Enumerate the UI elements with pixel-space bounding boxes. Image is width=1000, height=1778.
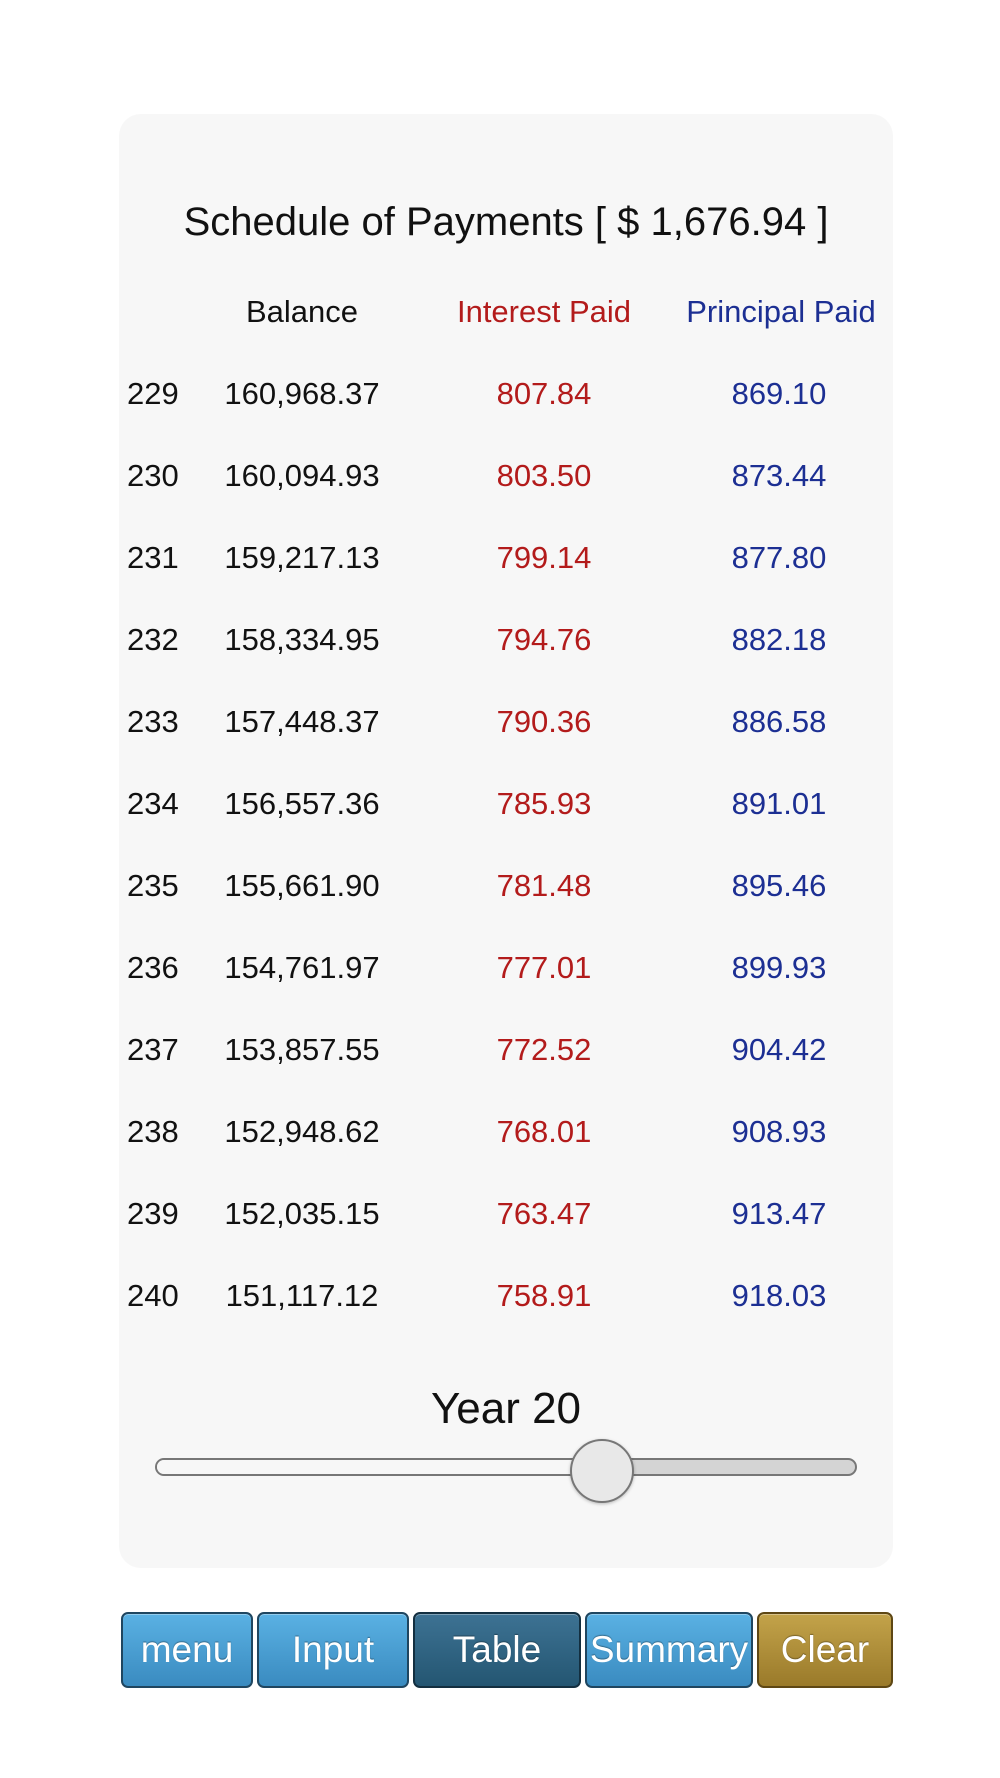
principal-cell: 918.03 [731,1278,827,1313]
year-slider-fill [157,1460,606,1474]
interest-cell: 785.93 [496,786,592,821]
principal-cell: 913.47 [731,1196,827,1231]
balance-cell: 156,557.36 [224,786,380,821]
table-row [119,376,893,458]
month-cell: 231 [127,540,179,575]
balance-cell: 158,334.95 [224,622,380,657]
year-label: Year 20 [430,1384,582,1433]
interest-cell: 794.76 [496,622,592,657]
table-row [119,950,893,1032]
summary-button[interactable]: Summary [585,1612,753,1688]
principal-cell: 895.46 [731,868,827,903]
principal-cell: 899.93 [731,950,827,985]
interest-cell: 763.47 [496,1196,592,1231]
header-interest-paid: Interest Paid [456,294,632,329]
month-cell: 234 [127,786,179,821]
balance-cell: 159,217.13 [224,540,380,575]
payment-table [119,376,893,1360]
table-row [119,622,893,704]
month-cell: 235 [127,868,179,903]
principal-cell: 891.01 [731,786,827,821]
table-row [119,868,893,950]
balance-cell: 155,661.90 [224,868,380,903]
year-slider-track[interactable] [155,1458,857,1476]
table-row [119,704,893,786]
interest-cell: 777.01 [496,950,592,985]
year-slider-thumb[interactable] [570,1439,634,1503]
table-row [119,1196,893,1278]
principal-cell: 882.18 [731,622,827,657]
principal-cell: 877.80 [731,540,827,575]
balance-cell: 153,857.55 [224,1032,380,1067]
principal-cell: 869.10 [731,376,827,411]
table-row [119,458,893,540]
header-principal-paid: Principal Paid [686,294,876,329]
table-row [119,1114,893,1196]
balance-cell: 157,448.37 [224,704,380,739]
interest-cell: 807.84 [496,376,592,411]
table-row [119,1032,893,1114]
table-row [119,1278,893,1360]
month-cell: 229 [127,376,179,411]
principal-cell: 908.93 [731,1114,827,1149]
balance-cell: 154,761.97 [224,950,380,985]
interest-cell: 758.91 [496,1278,592,1313]
month-cell: 237 [127,1032,179,1067]
balance-cell: 151,117.12 [225,1278,379,1313]
balance-cell: 152,948.62 [224,1114,380,1149]
interest-cell: 790.36 [496,704,592,739]
interest-cell: 803.50 [496,458,592,493]
principal-cell: 873.44 [731,458,827,493]
schedule-title: Schedule of Payments [ $ 1,676.94 ] [183,200,829,244]
balance-cell: 160,094.93 [224,458,380,493]
month-cell: 236 [127,950,179,985]
header-balance: Balance [245,294,359,329]
principal-cell: 886.58 [731,704,827,739]
interest-cell: 768.01 [496,1114,592,1149]
input-button[interactable]: Input [257,1612,409,1688]
month-cell: 232 [127,622,179,657]
table-row [119,540,893,622]
month-cell: 233 [127,704,179,739]
schedule-panel [119,114,893,1568]
interest-cell: 799.14 [496,540,592,575]
interest-cell: 781.48 [496,868,592,903]
table-row [119,786,893,868]
principal-cell: 904.42 [731,1032,827,1067]
menu-button[interactable]: menu [121,1612,253,1688]
clear-button[interactable]: Clear [757,1612,893,1688]
month-cell: 230 [127,458,179,493]
balance-cell: 160,968.37 [224,376,380,411]
table-button[interactable]: Table [413,1612,581,1688]
month-cell: 240 [127,1278,179,1313]
month-cell: 238 [127,1114,179,1149]
balance-cell: 152,035.15 [224,1196,380,1231]
interest-cell: 772.52 [496,1032,592,1067]
month-cell: 239 [127,1196,179,1231]
